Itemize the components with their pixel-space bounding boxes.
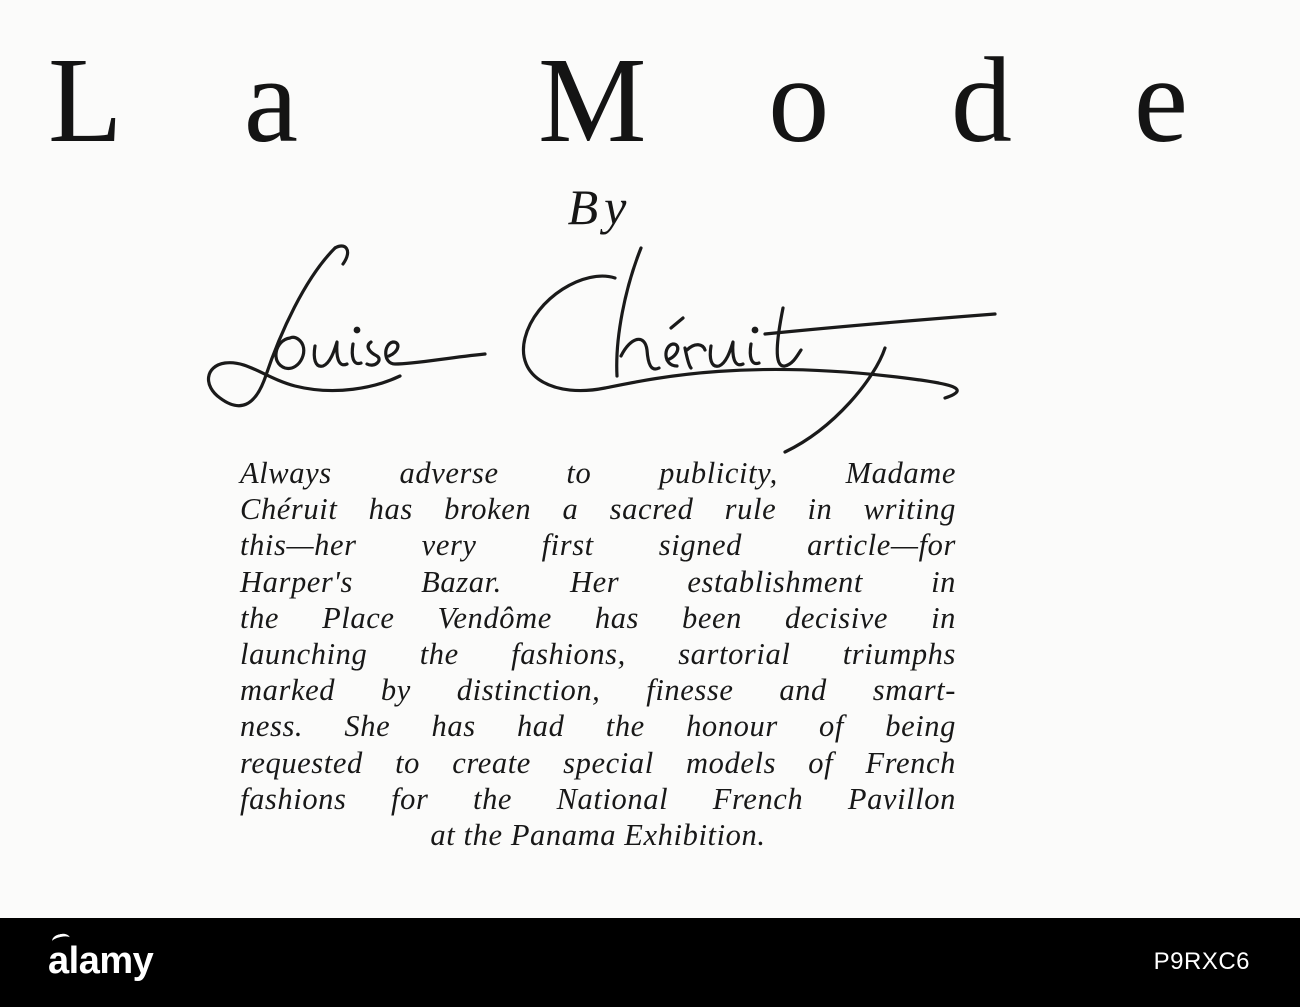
image-id: P9RXC6 — [1153, 948, 1250, 975]
intro-paragraph — [240, 455, 956, 853]
intro-line: the Place Vendôme has been decisive in — [240, 600, 956, 635]
intro-line: fashions for the National French Pavillon — [240, 781, 956, 816]
title-letter: M — [538, 33, 647, 168]
intro-line: launching the fashions, sartorial triumphs — [240, 637, 956, 672]
intro-line: ness. She has had the honour of being — [240, 709, 956, 744]
byline: By — [567, 179, 633, 235]
watermark-bar — [0, 918, 1300, 1007]
intro-line: marked by distinction, finesse and smart- — [240, 673, 956, 708]
intro-line: requested to create special models of French — [240, 745, 956, 780]
intro-line: Always adverse to publicity, Madame — [240, 456, 956, 490]
logo-rest: lamy — [68, 940, 154, 982]
logo-letter-a: a — [48, 940, 69, 982]
title-letter: L — [48, 33, 123, 168]
alamy-logo — [48, 940, 153, 983]
title-letter: o — [768, 33, 830, 168]
title-letter: a — [243, 33, 298, 168]
signature-image — [185, 238, 1005, 458]
title-word-mode — [538, 33, 1188, 168]
intro-line: Chéruit has broken a sacred rule in writing — [240, 492, 956, 527]
article-title — [48, 33, 1188, 168]
title-letter: e — [1133, 33, 1188, 168]
intro-line: this—her very first signed article—for — [240, 528, 956, 563]
intro-line: at the Panama Exhibition. — [430, 818, 766, 853]
title-word-la — [48, 33, 298, 168]
title-letter: d — [951, 33, 1013, 168]
intro-line: Harper's Bazar. Her establishment in — [240, 564, 956, 599]
